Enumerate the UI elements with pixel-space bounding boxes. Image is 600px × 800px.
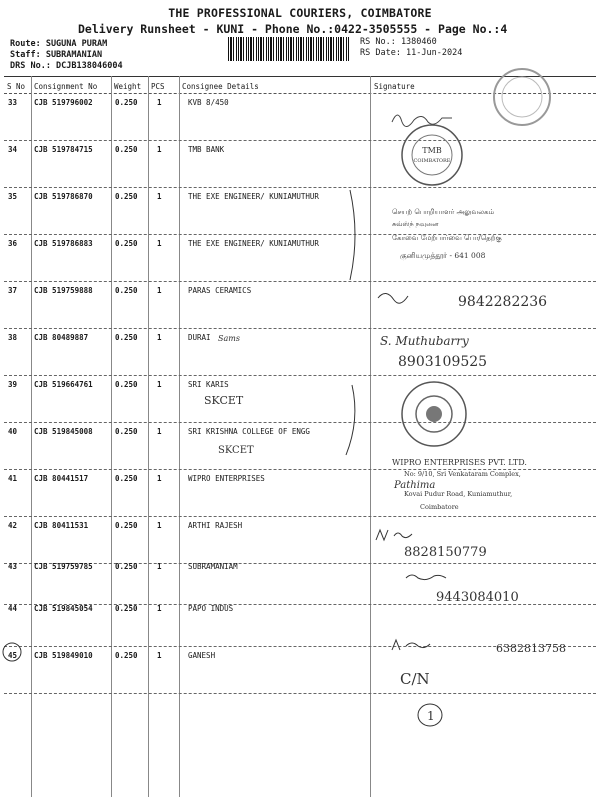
row-sno: 41 (8, 474, 18, 483)
row-pcs: 1 (157, 474, 162, 483)
row-weight: 0.250 (115, 651, 138, 660)
row-consignment-no: CJB 519664761 (34, 380, 93, 389)
row-consignee: PARAS CERAMICS (188, 286, 252, 295)
row-weight: 0.250 (115, 192, 138, 201)
row-sno: 42 (8, 521, 18, 530)
col-pcs: PCS (151, 82, 165, 91)
row-consignment-no: CJB 519759785 (34, 562, 93, 571)
row-pcs: 1 (157, 604, 162, 613)
row-consignee: TMB BANK (188, 145, 225, 154)
row-pcs: 1 (157, 380, 162, 389)
row-sno: 45 (8, 651, 18, 660)
table-row (0, 517, 600, 564)
row-pcs: 1 (157, 145, 162, 154)
table-row (0, 188, 600, 235)
barcode-image (228, 37, 350, 61)
row-consignment-no: CJB 80489887 (34, 333, 89, 342)
handwritten-phone: 6382813758 (496, 642, 566, 655)
row-consignment-no: CJB 519759888 (34, 286, 93, 295)
handwritten-note: SKCET (204, 394, 244, 407)
handwritten-note: சுவ்ஸ்ந் நவுனை (392, 220, 439, 228)
staff-label: Staff: SUBRAMANIAN (10, 50, 103, 60)
row-sno: 44 (8, 604, 18, 613)
row-consignment-no: CJB 80411531 (34, 521, 89, 530)
row-weight: 0.250 (115, 98, 138, 107)
wipro-stamp-line: Kovai Pudur Road, Kuniamuthur, (404, 490, 513, 498)
row-consignment-no: CJB 519845054 (34, 604, 93, 613)
col-sno: S No (7, 82, 26, 91)
row-weight: 0.250 (115, 239, 138, 248)
row-sno: 35 (8, 192, 18, 201)
wipro-stamp-line: No: 9/10, Sri Venkataram Complex, (404, 470, 521, 478)
drs-label: DRS No.: DCJB138046004 (10, 61, 123, 71)
row-consignee: DURAI (188, 333, 211, 342)
col-signature: Signature (374, 82, 415, 91)
row-consignment-no: CJB 519845008 (34, 427, 93, 436)
row-pcs: 1 (157, 521, 162, 530)
row-consignment-no: CJB 519796002 (34, 98, 93, 107)
row-sno: 40 (8, 427, 18, 436)
wipro-stamp-line: Coimbatore (420, 503, 459, 511)
table-row (0, 647, 600, 694)
row-consignment-no: CJB 519784715 (34, 145, 93, 154)
circled-mark (418, 704, 442, 726)
row-divider (4, 693, 596, 694)
handwritten-note: C/N (400, 670, 430, 688)
row-weight: 0.250 (115, 380, 138, 389)
row-consignee: WIPRO ENTERPRISES (188, 474, 265, 483)
table-row (0, 235, 600, 282)
row-consignment-no: CJB 519786883 (34, 239, 93, 248)
handwritten-suffix: Sams (218, 334, 240, 343)
wipro-stamp-line: WIPRO ENTERPRISES PVT. LTD. (392, 458, 527, 467)
tamil-stamp-line: குனியமுத்தூர் - 641 008 (400, 251, 486, 260)
row-sno: 34 (8, 145, 18, 154)
row-consignment-no: CJB 519849010 (34, 651, 93, 660)
row-sno: 38 (8, 333, 18, 342)
tamil-stamp-line: செயற் பொறியாளர் அலுவலகம் (392, 208, 495, 216)
table-row (0, 282, 600, 329)
row-pcs: 1 (157, 651, 162, 660)
table-row (0, 94, 600, 141)
table-row (0, 141, 600, 188)
row-pcs: 1 (157, 192, 162, 201)
row-weight: 0.250 (115, 427, 138, 436)
row-consignee: THE EXE ENGINEER/ KUNIAMUTHUR (188, 239, 319, 248)
handwritten-name: Pathima (394, 480, 436, 491)
row-pcs: 1 (157, 562, 162, 571)
row-consignee: KVB 8/450 (188, 98, 229, 107)
runsheet-title: Delivery Runsheet - KUNI - Phone No.:0422-3505555 - Page No.:4 (78, 22, 508, 36)
tmb-stamp-city: COIMBATORE (413, 158, 451, 164)
route-label: Route: SUGUNA PURAM (10, 39, 108, 49)
table-row (0, 329, 600, 376)
row-consignment-no: CJB 80441517 (34, 474, 89, 483)
row-pcs: 1 (157, 286, 162, 295)
col-consignment: Consignment No (34, 82, 98, 91)
row-weight: 0.250 (115, 474, 138, 483)
row-pcs: 1 (157, 427, 162, 436)
handwritten-phone: 9842282236 (458, 294, 548, 310)
row-weight: 0.250 (115, 521, 138, 530)
table-top-rule (4, 76, 596, 77)
rs-number: RS No.: 1380460 (360, 37, 437, 47)
col-weight: Weight (114, 82, 142, 91)
row-sno: 39 (8, 380, 18, 389)
handwritten-phone: 8828150779 (404, 545, 487, 560)
row-pcs: 1 (157, 239, 162, 248)
row-consignment-no: CJB 519786870 (34, 192, 93, 201)
table-row (0, 470, 600, 517)
handwritten-phone: 8903109525 (398, 354, 488, 370)
row-sno: 37 (8, 286, 18, 295)
row-weight: 0.250 (115, 604, 138, 613)
handwritten-phone: 9443084010 (436, 590, 519, 605)
company-title: THE PROFESSIONAL COURIERS, COIMBATORE (168, 6, 432, 20)
row-sno: 36 (8, 239, 18, 248)
row-consignee: ARTHI RAJESH (188, 521, 243, 530)
tamil-stamp-line: கோவை மேற்பார்வை பொ/தெற்கு (392, 234, 502, 242)
table-row (0, 423, 600, 470)
row-consignee: SUBRAMANIAM (188, 562, 238, 571)
table-row (0, 600, 600, 647)
row-weight: 0.250 (115, 333, 138, 342)
row-weight: 0.250 (115, 562, 138, 571)
row-consignee: SRI KARIS (188, 380, 229, 389)
row-consignee: GANESH (188, 651, 216, 660)
table-row (0, 376, 600, 423)
row-weight: 0.250 (115, 145, 138, 154)
table-row (0, 558, 600, 605)
row-sno: 43 (8, 562, 18, 571)
row-pcs: 1 (157, 333, 162, 342)
handwritten-name: S. Muthubarry (380, 334, 469, 348)
handwritten-mark: 1 (427, 709, 435, 723)
handwritten-note: SKCET (218, 445, 254, 456)
row-consignee: SRI KRISHNA COLLEGE OF ENGG (188, 427, 310, 436)
tmb-stamp-text: TMB (422, 146, 442, 155)
rs-date: RS Date: 11-Jun-2024 (360, 48, 463, 58)
row-weight: 0.250 (115, 286, 138, 295)
row-consignee: PAPO INDUS (188, 604, 234, 613)
col-consignee: Consignee Details (182, 82, 259, 91)
row-pcs: 1 (157, 98, 162, 107)
row-consignee: THE EXE ENGINEER/ KUNIAMUTHUR (188, 192, 319, 201)
row-sno: 33 (8, 98, 18, 107)
